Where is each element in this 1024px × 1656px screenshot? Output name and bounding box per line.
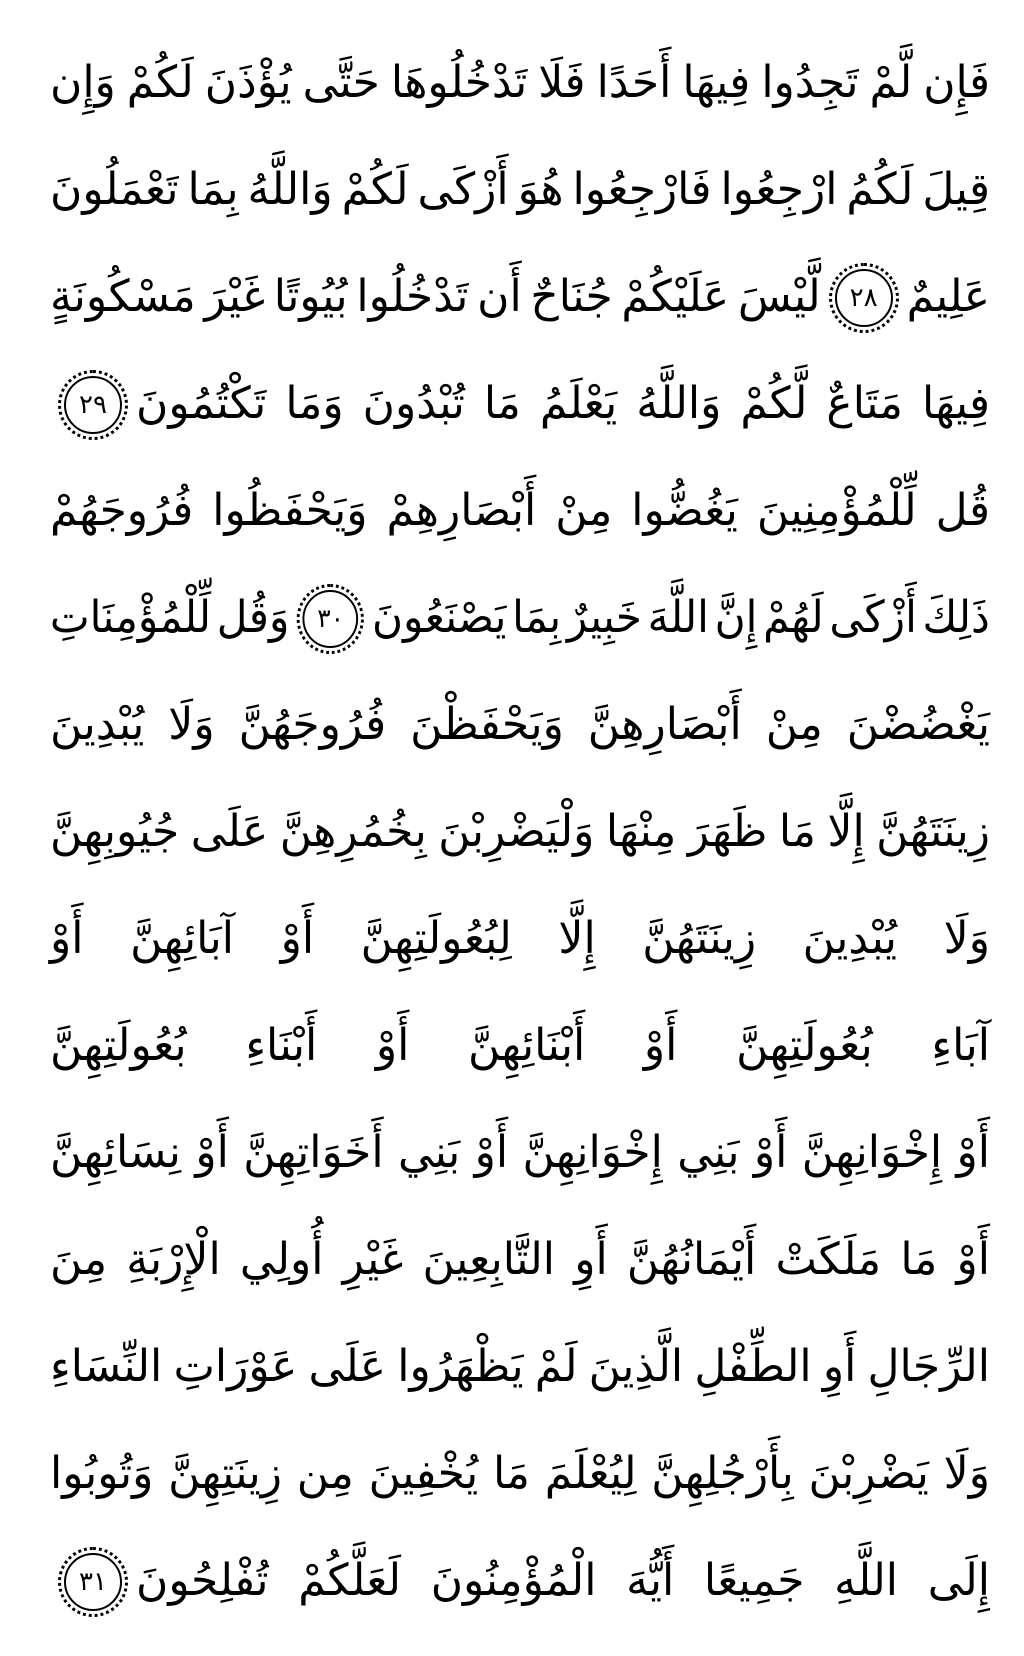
- quran-text-segment: فِيهَا مَتَاعٌ لَّكُمْ وَاللَّهُ يَعْلَمُ مَا تُبْدُونَ وَمَا تَكْتُمُونَ: [136, 378, 990, 430]
- quran-text-segment: الرِّجَالِ أَوِ الطِّفْلِ الَّذِينَ لَمْ يَظْهَرُوا عَلَى عَوْرَاتِ النِّسَاءِ: [50, 1341, 990, 1393]
- ayah-end-marker: [64, 376, 122, 434]
- quran-text-segment: عَلِيمٌ: [906, 271, 990, 323]
- quran-line-content: [50, 808, 990, 856]
- quran-line-content: [50, 166, 990, 214]
- quran-line-content: [50, 1553, 990, 1611]
- quran-text-segment: يَغْضُضْنَ مِنْ أَبْصَارِهِنَّ وَيَحْفَظْنَ فُرُوجَهُنَّ وَلَا يُبْدِينَ: [50, 699, 990, 751]
- quran-text-segment: وَقُل لِّلْمُؤْمِنَاتِ: [50, 592, 290, 644]
- quran-line-content: [50, 487, 990, 535]
- quran-line: [50, 1421, 990, 1528]
- ayah-number: ٣٠: [317, 603, 345, 634]
- quran-text-segment: وَلَا يُبْدِينَ زِينَتَهُنَّ إِلَّا لِبُعُولَتِهِنَّ أَوْ آبَائِهِنَّ أَوْ: [50, 913, 990, 965]
- quran-text-segment: وَلَا يَضْرِبْنَ بِأَرْجُلِهِنَّ لِيُعْلَمَ مَا يُخْفِينَ مِن زِينَتِهِنَّ وَتُوبُوا: [50, 1448, 990, 1500]
- quran-text-segment: أَوْ إِخْوَانِهِنَّ أَوْ بَنِي إِخْوَانِهِنَّ أَوْ بَنِي أَخَوَاتِهِنَّ أَوْ نِسَائِهِنَّ: [50, 1127, 990, 1179]
- quran-line: [50, 1314, 990, 1421]
- quran-line-content: [50, 1236, 990, 1284]
- quran-line-content: [50, 590, 990, 648]
- quran-line: [50, 886, 990, 993]
- quran-line: [50, 137, 990, 244]
- quran-line-content: [50, 915, 990, 963]
- quran-line: [50, 1100, 990, 1207]
- quran-text-segment: زِينَتَهُنَّ إِلَّا مَا ظَهَرَ مِنْهَا وَلْيَضْرِبْنَ بِخُمُرِهِنَّ عَلَى جُيُوبِهِنَّ: [50, 806, 990, 858]
- quran-line-content: [50, 1129, 990, 1177]
- quran-line: [50, 672, 990, 779]
- quran-line: [50, 30, 990, 137]
- quran-text-segment: فَإِن لَّمْ تَجِدُوا فِيهَا أَحَدًا فَلَا تَدْخُلُوهَا حَتَّى يُؤْذَنَ لَكُمْ وَإِن: [50, 57, 990, 109]
- quran-line-content: [50, 1343, 990, 1391]
- quran-text-segment: لَّيْسَ عَلَيْكُمْ جُنَاحٌ أَن تَدْخُلُوا بُيُوتًا غَيْرَ مَسْكُونَةٍ: [50, 271, 821, 323]
- quran-line-content: [50, 1022, 990, 1070]
- quran-line-content: [50, 701, 990, 749]
- quran-text-segment: قُل لِّلْمُؤْمِنِينَ يَغُضُّوا مِنْ أَبْصَارِهِمْ وَيَحْفَظُوا فُرُوجَهُمْ: [50, 485, 990, 537]
- quran-line: [50, 779, 990, 886]
- ayah-end-marker: [303, 590, 359, 648]
- ayah-number: ٣١: [79, 1566, 107, 1597]
- quran-text-segment: قِيلَ لَكُمُ ارْجِعُوا فَارْجِعُوا هُوَ أَزْكَى لَكُمْ وَاللَّهُ بِمَا تَعْمَلُونَ: [50, 164, 990, 216]
- quran-line-content: [50, 1450, 990, 1498]
- quran-line: [50, 458, 990, 565]
- quran-text-segment: آبَاءِ بُعُولَتِهِنَّ أَوْ أَبْنَائِهِنَّ أَوْ أَبْنَاءِ بُعُولَتِهِنَّ: [50, 1020, 990, 1072]
- quran-line: [50, 351, 990, 458]
- ayah-end-marker: [835, 269, 893, 327]
- quran-line: [50, 1528, 990, 1635]
- quran-text-segment: ذَلِكَ أَزْكَى لَهُمْ إِنَّ اللَّهَ خَبِيرٌ بِمَا يَصْنَعُونَ: [372, 592, 991, 644]
- quran-line: [50, 1207, 990, 1314]
- quran-line-content: [50, 376, 990, 434]
- quran-line-content: [50, 269, 990, 327]
- quran-text-segment: أَوْ مَا مَلَكَتْ أَيْمَانُهُنَّ أَوِ التَّابِعِينَ غَيْرِ أُولِي الْإِرْبَةِ مِنَ: [50, 1234, 990, 1286]
- quran-line: [50, 244, 990, 351]
- ayah-number: ٢٨: [849, 282, 878, 313]
- quran-line-content: [50, 59, 990, 107]
- quran-line: [50, 993, 990, 1100]
- quran-text-segment: إِلَى اللَّهِ جَمِيعًا أَيُّهَ الْمُؤْمِنُونَ لَعَلَّكُمْ تُفْلِحُونَ: [136, 1555, 990, 1607]
- quran-line: [50, 565, 990, 672]
- ayah-number: ٢٩: [79, 389, 107, 420]
- ayah-end-marker: [64, 1553, 122, 1611]
